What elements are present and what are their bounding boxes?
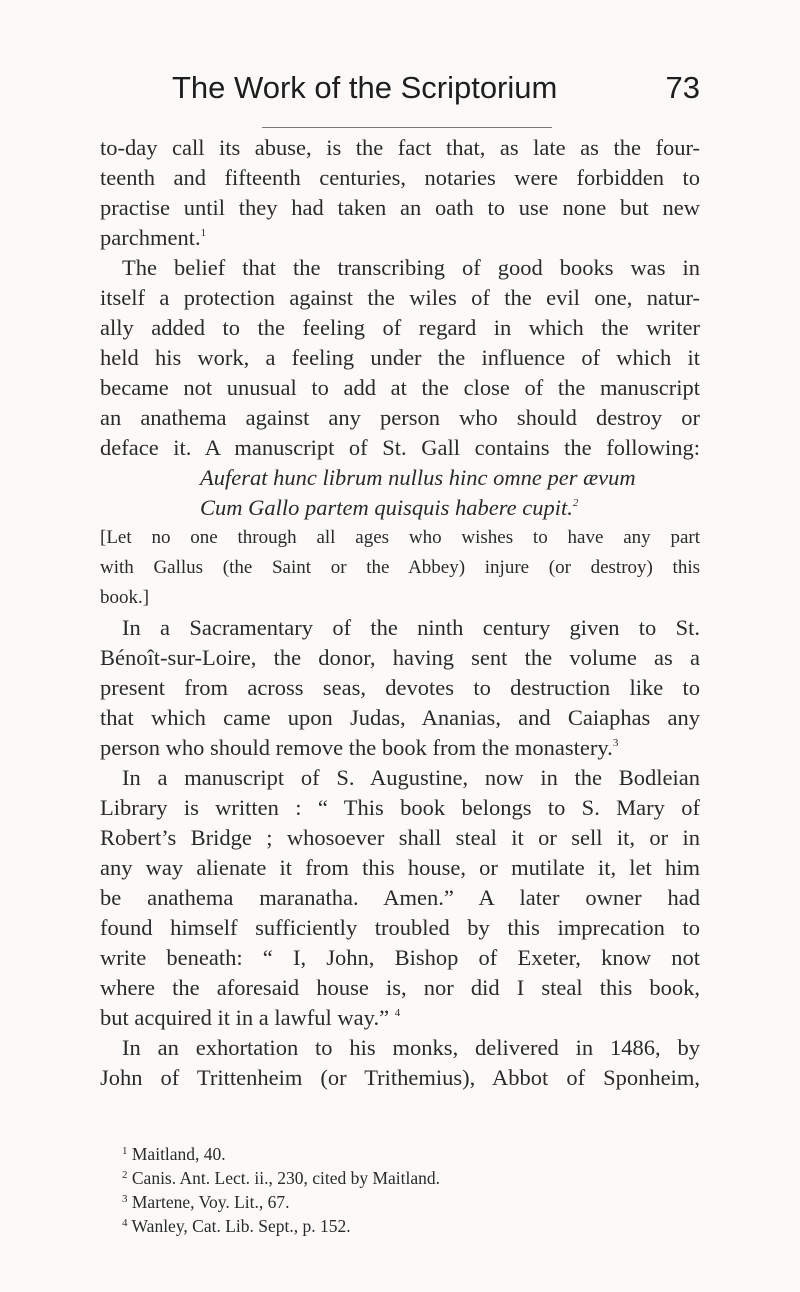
footnote bbox=[122, 1166, 682, 1190]
text-line: In a Sacramentary of the ninth century given to St. bbox=[122, 615, 700, 640]
footnote-marker: 1 bbox=[200, 227, 207, 239]
text-line: itself a protection against the wiles of the evil one, natur- bbox=[100, 285, 700, 310]
text-line: write beneath: “ I, John, Bishop of Exeter, know not bbox=[100, 945, 700, 970]
footnote bbox=[122, 1142, 682, 1166]
text-line: that which came upon Judas, Ananias, and Caiaphas any bbox=[100, 705, 700, 730]
footnote-marker: 2 bbox=[572, 497, 579, 509]
body-text bbox=[100, 133, 700, 1093]
footnote-marker: 3 bbox=[612, 737, 619, 749]
text-line: but acquired it in a lawful way.” $^4$ bbox=[100, 1005, 401, 1030]
text-line: Cum Gallo partem quisquis habere cupit.$^2$ bbox=[200, 495, 579, 520]
header-rule bbox=[262, 127, 552, 128]
text-line: Bénoît-sur-Loire, the donor, having sent the volume as a bbox=[100, 645, 700, 670]
text-line: present from across seas, devotes to destruction like to bbox=[100, 675, 700, 700]
text-line: any way alienate it from this house, or mutilate it, let him bbox=[100, 855, 700, 880]
paragraph-block-2 bbox=[100, 613, 700, 1093]
text-line: In a manuscript of S. Augustine, now in the Bodleian bbox=[122, 765, 700, 790]
text-line: found himself sufficiently troubled by this imprecation to bbox=[100, 915, 700, 940]
text-line: with Gallus (the Saint or the Abbey) injure (or destroy) this bbox=[100, 557, 700, 578]
text-line: parchment.$^1$ bbox=[100, 225, 207, 250]
footnote-text: Martene, Voy. Lit., 67. bbox=[127, 1192, 290, 1212]
text-line: [Let no one through all ages who wishes to have any part bbox=[100, 527, 700, 548]
footnote-marker: 4 bbox=[394, 1007, 401, 1019]
text-line: Library is written : “ This book belongs to S. Mary of bbox=[100, 795, 700, 820]
text-line: practise until they had taken an oath to use none but new bbox=[100, 195, 700, 220]
translation-block bbox=[100, 523, 700, 613]
text-line: an anathema against any person who should destroy or bbox=[100, 405, 700, 430]
page-number: 73 bbox=[665, 70, 700, 105]
text-line: teenth and fifteenth centuries, notaries were forbidden to bbox=[100, 165, 700, 190]
footnote-number: 2 bbox=[122, 1169, 128, 1181]
footnote-text: Wanley, Cat. Lib. Sept., p. 152. bbox=[127, 1216, 351, 1236]
footnote-number: 3 bbox=[122, 1193, 128, 1205]
footnote-number: 1 bbox=[122, 1145, 128, 1157]
paragraph-block-1 bbox=[100, 133, 700, 463]
text-line: person who should remove the book from the monastery.$^3$ bbox=[100, 735, 619, 760]
footnote bbox=[122, 1214, 682, 1238]
text-line: The belief that the transcribing of good books was in bbox=[122, 255, 700, 280]
footnote-text: Maitland, 40. bbox=[127, 1144, 226, 1164]
text-line: In an exhortation to his monks, delivered in 1486, by bbox=[122, 1035, 700, 1060]
text-line: deface it. A manuscript of St. Gall contains the following: bbox=[100, 435, 700, 460]
text-line: be anathema maranatha. Amen.” A later owner had bbox=[100, 885, 700, 910]
text-line: became not unusual to add at the close of the manuscript bbox=[100, 375, 700, 400]
running-title: The Work of the Scriptorium bbox=[172, 70, 558, 105]
footnote-text: Canis. Ant. Lect. ii., 230, cited by Maitland. bbox=[127, 1168, 441, 1188]
text-line: Robert’s Bridge ; whosoever shall steal it or sell it, or in bbox=[100, 825, 700, 850]
text-line: ally added to the feeling of regard in which the writer bbox=[100, 315, 700, 340]
latin-verse bbox=[100, 463, 700, 523]
text-line: Auferat hunc librum nullus hinc omne per ævum bbox=[200, 465, 636, 490]
text-line: book.] bbox=[100, 587, 150, 608]
footnote bbox=[122, 1190, 682, 1214]
text-line: held his work, a feeling under the influence of which it bbox=[100, 345, 700, 370]
text-line: John of Trittenheim (or Trithemius), Abbot of Sponheim, bbox=[100, 1065, 700, 1090]
text-line: to-day call its abuse, is the fact that, as late as the four- bbox=[100, 135, 700, 160]
footnotes bbox=[122, 1142, 682, 1238]
footnote-number: 4 bbox=[122, 1217, 128, 1229]
page-header bbox=[100, 70, 700, 114]
text-line: where the aforesaid house is, nor did I steal this book, bbox=[100, 975, 700, 1000]
